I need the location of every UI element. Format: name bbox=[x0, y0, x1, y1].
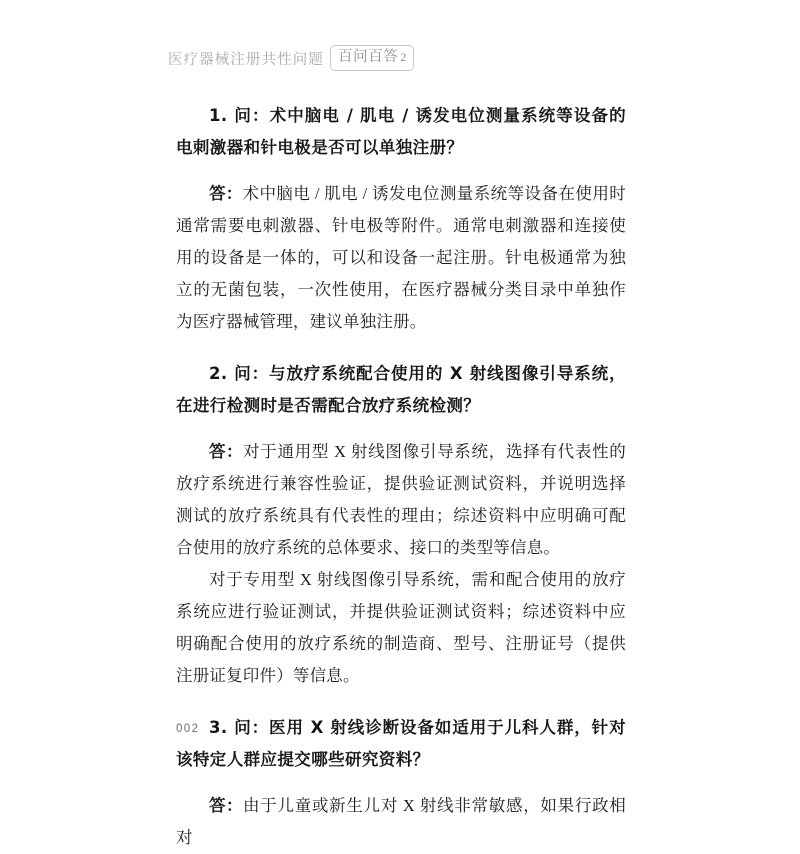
qa-block bbox=[176, 712, 626, 854]
answer-label: 答： bbox=[209, 184, 243, 203]
answer-paragraph bbox=[176, 436, 626, 564]
qa-block bbox=[176, 358, 626, 692]
question-text: 3. 问：医用 X 射线诊断设备如适用于儿科人群，针对该特定人群应提交哪些研究资料？ bbox=[176, 718, 626, 769]
answer-label: 答： bbox=[209, 442, 244, 461]
running-head-title: 医疗器械注册共性问题 bbox=[168, 52, 324, 68]
running-head bbox=[168, 38, 638, 70]
answer-label: 答： bbox=[209, 796, 244, 815]
answer-text: 由于儿童或新生儿对 X 射线非常敏感，如果行政相对 bbox=[176, 796, 626, 847]
answer-continuation-paragraph: 对于专用型 X 射线图像引导系统，需和配合使用的放疗系统应进行验证测试，并提供验证测试资料；综述资料中应明确配合使用的放疗系统的制造商、型号、注册证号（提供注册证复印件）等信息。 bbox=[176, 570, 626, 685]
answer-text: 对于通用型 X 射线图像引导系统，选择有代表性的放疗系统进行兼容性验证，提供验证测试资料，并说明选择测试的放疗系统具有代表性的理由；综述资料中应明确可配合使用的放疗系统的总体要求、接口的类型等信息。 bbox=[176, 442, 626, 557]
body-column bbox=[176, 100, 626, 854]
running-head-badge bbox=[330, 45, 414, 71]
qa-block bbox=[176, 100, 626, 338]
running-head-badge-text: 百问百答 bbox=[338, 49, 399, 65]
question-text: 2. 问：与放疗系统配合使用的 X 射线图像引导系统，在进行检测时是否需配合放疗系统检测？ bbox=[176, 364, 626, 415]
answer-paragraph bbox=[176, 178, 626, 338]
answer-text: 术中脑电 / 肌电 / 诱发电位测量系统等设备在使用时通常需要电刺激器、针电极等附件。通常电刺激器和连接使用的设备是一体的，可以和设备一起注册。针电极通常为独立的无菌包装，一次性使用，在医疗器械分类目录中单独作为医疗器械管理，建议单独注册。 bbox=[176, 184, 626, 331]
running-head-badge-number: 2 bbox=[400, 52, 407, 64]
question-text: 1. 问：术中脑电 / 肌电 / 诱发电位测量系统等设备的电刺激器和针电极是否可以单独注册？ bbox=[176, 106, 626, 157]
page-number: 002 bbox=[176, 723, 200, 735]
